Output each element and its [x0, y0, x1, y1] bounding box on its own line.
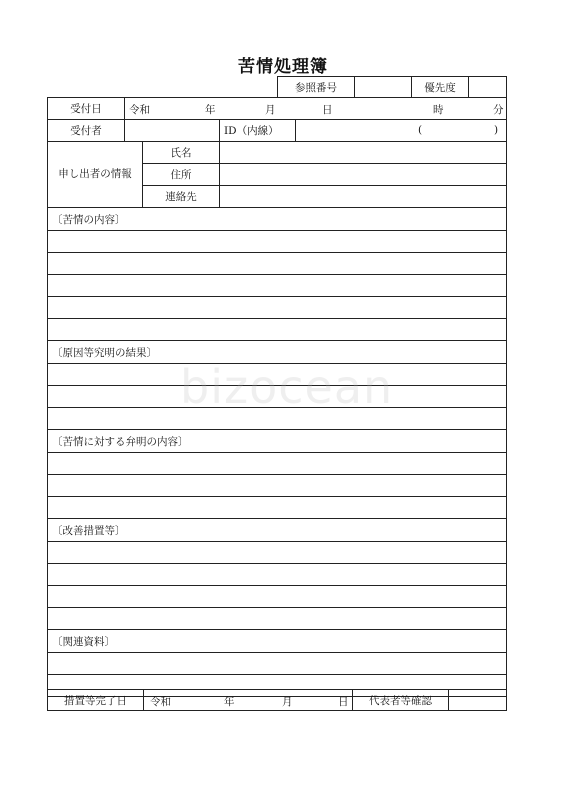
- ref-number-label: 参照番号: [278, 77, 355, 98]
- section-complaint-content: 〔苦情の内容〕: [48, 208, 507, 231]
- applicant-contact-field[interactable]: [220, 186, 507, 208]
- complaint-line[interactable]: [48, 231, 507, 253]
- receiver-field[interactable]: [125, 120, 220, 142]
- reference-table: [277, 76, 507, 98]
- priority-field[interactable]: [469, 77, 507, 98]
- section-cause-result: 〔原因等究明の結果〕: [48, 341, 507, 364]
- cause-line[interactable]: [48, 364, 507, 386]
- explanation-line[interactable]: [48, 453, 507, 475]
- applicant-name-label: 氏名: [143, 142, 220, 164]
- cause-line[interactable]: [48, 386, 507, 408]
- section-explanation: 〔苦情に対する弁明の内容〕: [48, 430, 507, 453]
- received-month-unit: 月: [265, 104, 276, 116]
- applicant-address-label: 住所: [143, 164, 220, 186]
- completion-era: 令和: [150, 696, 171, 708]
- page-title: 苦情処理簿: [238, 57, 328, 77]
- complaint-line[interactable]: [48, 253, 507, 275]
- watermark-logo: bizocean: [180, 360, 394, 414]
- id-extension-field[interactable]: [296, 120, 507, 142]
- complaint-line[interactable]: [48, 297, 507, 319]
- completion-year-unit: 年: [224, 696, 235, 708]
- paren-close: ): [494, 124, 499, 136]
- received-era: 令和: [129, 104, 150, 116]
- received-minute-unit: 分: [493, 104, 504, 116]
- completion-date-field[interactable]: [144, 690, 353, 711]
- received-date-label: 受付日: [48, 98, 125, 120]
- representative-confirm-field[interactable]: [449, 690, 507, 711]
- priority-label: 優先度: [412, 77, 469, 98]
- received-date-field[interactable]: [125, 98, 507, 120]
- explanation-line[interactable]: [48, 497, 507, 519]
- received-year-unit: 年: [205, 104, 216, 116]
- applicant-contact-label: 連絡先: [143, 186, 220, 208]
- ref-number-field[interactable]: [355, 77, 412, 98]
- applicant-info-label: 申し出者の情報: [48, 142, 143, 208]
- improvement-line[interactable]: [48, 586, 507, 608]
- applicant-name-field[interactable]: [220, 142, 507, 164]
- completion-date-label: 措置等完了日: [48, 690, 144, 711]
- receiver-label: 受付者: [48, 120, 125, 142]
- improvement-line[interactable]: [48, 564, 507, 586]
- id-extension-label: ID（内線）: [220, 120, 296, 142]
- section-related-materials: 〔関連資料〕: [48, 630, 507, 653]
- cause-line[interactable]: [48, 408, 507, 430]
- completion-row: [47, 689, 507, 711]
- applicant-address-field[interactable]: [220, 164, 507, 186]
- completion-day-unit: 日: [338, 696, 349, 708]
- improvement-line[interactable]: [48, 542, 507, 564]
- section-improvement: 〔改善措置等〕: [48, 519, 507, 542]
- representative-confirm-label: 代表者等確認: [353, 690, 449, 711]
- complaint-form: [47, 97, 507, 697]
- improvement-line[interactable]: [48, 608, 507, 630]
- paren-open: (: [418, 124, 423, 136]
- completion-month-unit: 月: [282, 696, 293, 708]
- complaint-line[interactable]: [48, 275, 507, 297]
- materials-line[interactable]: [48, 653, 507, 675]
- received-day-unit: 日: [322, 104, 333, 116]
- explanation-line[interactable]: [48, 475, 507, 497]
- complaint-line[interactable]: [48, 319, 507, 341]
- received-hour-unit: 時: [433, 104, 444, 116]
